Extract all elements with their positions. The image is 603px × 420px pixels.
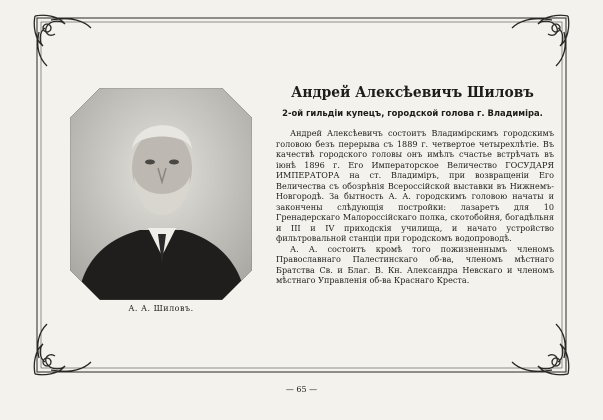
biography-text [276, 128, 554, 286]
portrait-image [70, 88, 252, 300]
corner-ornament-bottom-right [512, 324, 569, 375]
page-subtitle: 2-ой гильдіи купецъ, городской голова г. Владиміра. [282, 108, 543, 118]
portrait-photo [70, 88, 252, 300]
paragraph: Андрей Алексѣевичъ состоитъ Владимірскимъ городскимъ головою безъ перерыва съ 1889 г. четвертое четырехлѣтіе. Въ качествѣ городского головы онъ имѣлъ счастье встрѣчать въ іюнѣ 1896 г. Его Императорское Величество ГОСУДАРЯ ИМПЕРАТОРА на ст. Владиміръ, при возвращеніи Его Величества съ обозрѣнія Всероссійской выставки въ Нижнемъ-Новгородѣ. За бытность А. А. городскимъ головою начаты и закончены слѣдующія постройки: лазаретъ для 10 Гренадерскаго Малороссійскаго полка, скотобойня, богадѣльня и III и IV приходскія училища, и начато устройство фильтровальной станціи при городскомъ водопроводѣ. [276, 128, 554, 243]
corner-ornament-bottom-left [34, 324, 91, 375]
corner-ornament-top-right [512, 15, 569, 66]
corner-ornament-top-left [34, 15, 91, 66]
page-title: Андрей Алексѣевичъ Шиловъ [291, 83, 534, 101]
paragraph: А. А. состоитъ кромѣ того пожизненнымъ членомъ Православнаго Палестинскаго об-ва, членомъ мѣстнаго Братства Св. и Благ. В. Кн. Александра Невскаго и членомъ мѣстнаго Управленія об-ва Краснаго Креста. [276, 243, 554, 285]
page-number: — 65 — [285, 385, 318, 394]
portrait-caption: А. А. Шиловъ. [128, 304, 194, 313]
